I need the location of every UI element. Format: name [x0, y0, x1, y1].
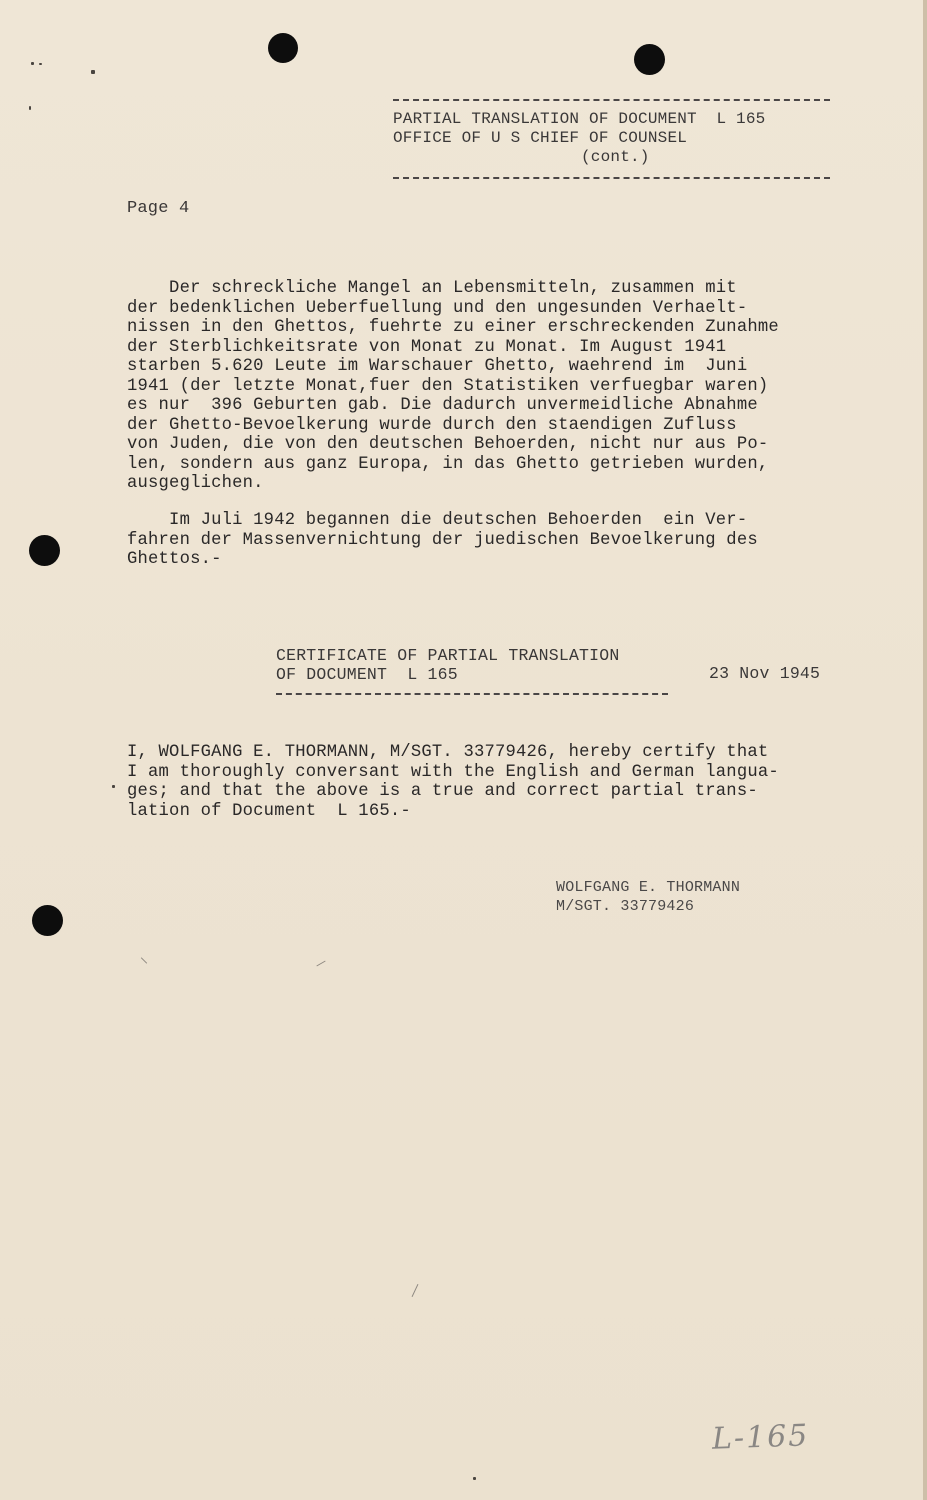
certificate-title [276, 646, 619, 684]
paper-speck [39, 63, 42, 65]
paper-speck [31, 62, 34, 65]
pencil-mark [141, 957, 147, 963]
punch-hole [634, 44, 665, 75]
certificate-title-line-2: OF DOCUMENT L 165 [276, 665, 458, 684]
signature-rank-serial: M/SGT. 33779426 [556, 898, 695, 915]
text-line: Der schreckliche Mangel an Lebensmitteln, zusammen mit [127, 279, 737, 298]
pencil-mark [412, 1284, 419, 1297]
text-line: nissen in den Ghettos, fuehrte zu einer erschreckenden Zunahme [127, 318, 779, 337]
text-line: fahren der Massenvernichtung der juedischen Bevoelkerung des [127, 530, 758, 550]
paper-speck [112, 785, 115, 788]
text-line: starben 5.620 Leute im Warschauer Ghetto, waehrend im Juni [127, 357, 748, 376]
body-paragraph-2 [127, 511, 758, 570]
signature-name: WOLFGANG E. THORMANN [556, 879, 741, 896]
signature-block [556, 878, 740, 916]
certificate-rule [276, 693, 668, 695]
header-rule-top [393, 99, 830, 101]
paper-speck [29, 106, 31, 110]
text-line: lation of Document L 165.- [127, 801, 411, 821]
text-line: Ghettos.- [127, 550, 222, 569]
text-line: von Juden, die von den deutschen Behoerden, nicht nur aus Po- [127, 435, 769, 454]
page-edge [923, 0, 927, 1500]
page-number: Page 4 [127, 199, 190, 218]
certificate-title-line-1: CERTIFICATE OF PARTIAL TRANSLATION [276, 646, 620, 665]
pencil-mark [316, 961, 325, 967]
punch-hole [29, 535, 60, 566]
header-office: OFFICE OF U S CHIEF OF COUNSEL [393, 129, 688, 147]
paper-speck [91, 70, 95, 74]
text-line: Im Juli 1942 begannen die deutschen Behoerden ein Ver- [127, 511, 748, 530]
certificate-date: 23 Nov 1945 [709, 664, 821, 683]
body-paragraph-1 [127, 279, 779, 494]
paper-speck [473, 1477, 476, 1480]
text-line: der bedenklichen Ueberfuellung und den ungesunden Verhaelt- [127, 298, 748, 318]
text-line: der Ghetto-Bevoelkerung wurde durch den staendigen Zufluss [127, 415, 737, 435]
text-line: der Sterblichkeitsrate von Monat zu Monat. Im August 1941 [127, 337, 727, 357]
text-line: 1941 (der letzte Monat,fuer den Statistiken verfuegbar waren) [127, 376, 769, 396]
text-line: ausgeglichen. [127, 474, 264, 493]
header-rule-bottom [393, 177, 830, 179]
punch-hole [268, 33, 298, 63]
text-line: I am thoroughly conversant with the English and German langua- [127, 762, 779, 782]
text-line: es nur 396 Geburten gab. Die dadurch unvermeidliche Abnahme [127, 396, 758, 415]
header-cont: (cont.) [581, 148, 650, 166]
handwritten-document-number: L-165 [711, 1418, 810, 1457]
header-title: PARTIAL TRANSLATION OF DOCUMENT L 165 [393, 110, 766, 128]
punch-hole [32, 905, 63, 936]
text-line: len, sondern aus ganz Europa, in das Ghetto getrieben wurden, [127, 454, 769, 474]
text-line: I, WOLFGANG E. THORMANN, M/SGT. 33779426, hereby certify that [127, 743, 769, 762]
certificate-statement [127, 743, 779, 821]
document-header [393, 110, 765, 167]
text-line: ges; and that the above is a true and correct partial trans- [127, 782, 758, 801]
